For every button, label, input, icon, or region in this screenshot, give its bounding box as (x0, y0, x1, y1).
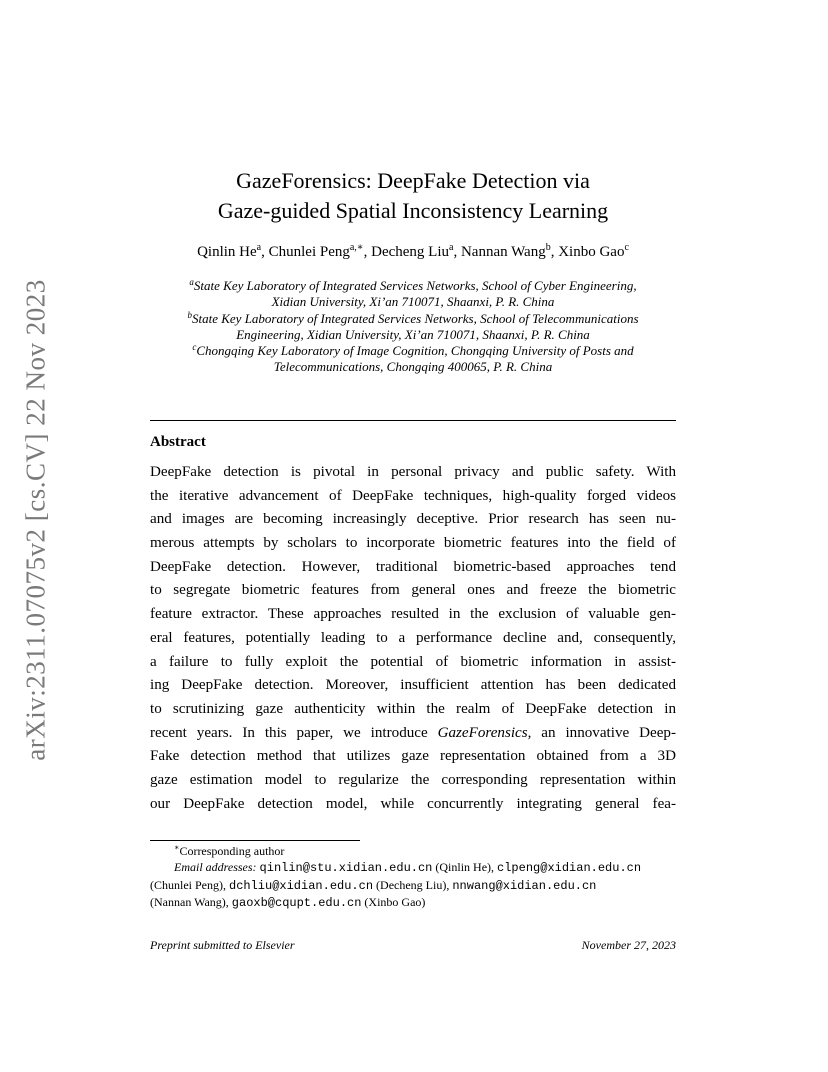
author-affiliation-mark: a (449, 242, 454, 253)
affiliation-b (150, 311, 676, 327)
section-divider (150, 420, 676, 421)
affiliation-list (150, 278, 676, 376)
affiliation-a-cont: Xidian University, Xi’an 710071, Shaanxi, P. R. China (271, 294, 555, 310)
corresponding-author-note (150, 843, 676, 859)
author-separator: , (261, 244, 269, 260)
author-list (130, 242, 696, 262)
abstract-line: the iterative advancement of DeepFake techniques, high-quality forged videos (150, 487, 676, 504)
affiliation-c (150, 343, 676, 359)
email-link[interactable]: gaoxb@cqupt.edu.cn (231, 895, 362, 910)
abstract-line: merous attempts by scholars to incorporate biometric features into the field of (150, 535, 676, 552)
author-name: Decheng Liu (371, 244, 449, 260)
abstract-text: recent years. In this paper, we introduce (150, 724, 438, 741)
preprint-date: November 27, 2023 (581, 938, 676, 952)
abstract-text: , an innovative Deep- (527, 724, 676, 741)
author-name: Qinlin He (197, 244, 257, 260)
email-link[interactable]: qinlin@stu.xidian.edu.cn (259, 861, 433, 876)
abstract-line: Fake detection method that utilizes gaze representation obtained from a 3D (150, 748, 676, 765)
author-separator: , (550, 244, 559, 260)
author-separator: , (363, 244, 372, 260)
abstract-line: a failure to fully exploit the potential of biometric information in assist- (150, 653, 676, 670)
abstract-line: and images are becoming increasingly deceptive. Prior research has seen nu- (150, 511, 676, 528)
email-line-1 (150, 859, 676, 876)
footnote-divider (150, 840, 360, 841)
abstract-body (150, 461, 676, 816)
affiliation-c-cont: Telecommunications, Chongqing 400065, P. R. China (273, 359, 553, 375)
author-affiliation-mark: c (624, 242, 629, 253)
paper-title (150, 166, 676, 226)
abstract-line: our DeepFake detection model, while concurrently integrating general fea- (150, 795, 676, 812)
affiliation-mark: a (189, 277, 194, 287)
arxiv-identifier-stamp: arXiv:2311.07075v2 [cs.CV] 22 Nov 2023 (20, 279, 51, 761)
email-link[interactable]: clpeng@xidian.edu.cn (497, 861, 642, 876)
author-name: Xinbo Gao (558, 244, 625, 260)
email-owner: (Xinbo Gao) (364, 894, 426, 909)
abstract-line: feature extractor. These approaches resulted in the exclusion of valuable gen- (150, 606, 676, 623)
affiliation-b-cont: Engineering, Xidian University, Xi’an 710071, Shaanxi, P. R. China (236, 326, 590, 342)
footnotes (150, 843, 676, 911)
title-line-1: GazeForensics: DeepFake Detection via (236, 168, 590, 193)
method-name-emphasis: GazeForensics (437, 724, 528, 741)
affiliation-mark: c (192, 342, 197, 353)
abstract-line: gaze estimation model to regularize the corresponding representation within (150, 771, 676, 788)
email-link[interactable]: dchliu@xidian.edu.cn (229, 878, 374, 893)
page-footer (150, 938, 676, 953)
author-name: Chunlei Peng (268, 244, 350, 260)
email-owner: (Nannan Wang), (150, 894, 229, 909)
email-owner: (Qinlin He), (435, 860, 495, 875)
abstract-line: to segregate biometric features from general ones and freeze the biometric (150, 582, 676, 599)
email-line-2 (150, 877, 676, 894)
affiliation-a (150, 278, 676, 294)
abstract-line: to scrutinizing gaze authenticity within the realm of DeepFake detection in (150, 700, 676, 717)
affiliation-text: State Key Laboratory of Integrated Services Networks, School of Cyber Engineering, (193, 278, 637, 293)
affiliation-text: State Key Laboratory of Integrated Services Networks, School of Telecommunications (191, 310, 639, 326)
email-label: Email addresses: (174, 860, 257, 875)
title-line-2: Gaze-guided Spatial Inconsistency Learning (217, 198, 609, 223)
email-owner: (Decheng Liu), (376, 877, 450, 892)
abstract-line: DeepFake detection is pivotal in personal privacy and public safety. With (150, 464, 676, 480)
abstract-heading: Abstract (150, 434, 206, 450)
email-owner: (Chunlei Peng), (150, 877, 226, 892)
affiliation-text: Chongqing Key Laboratory of Image Cognition, Chongqing University of Posts and (196, 343, 634, 359)
author-separator: , (453, 244, 461, 260)
affiliation-mark: b (187, 309, 192, 320)
footnote-text: Corresponding author (179, 844, 285, 858)
author-affiliation-mark: a,∗ (349, 242, 364, 253)
author-name: Nannan Wang (460, 244, 546, 260)
footnote-mark: ∗ (174, 843, 180, 852)
author-affiliation-mark: b (545, 242, 551, 253)
preprint-note: Preprint submitted to Elsevier (150, 938, 295, 952)
email-line-3 (150, 894, 676, 911)
abstract-line: ing DeepFake detection. Moreover, insufficient attention has been dedicated (150, 677, 676, 694)
author-affiliation-mark: a (256, 242, 262, 253)
abstract-line (150, 722, 676, 746)
abstract-line: eral features, potentially leading to a performance decline and, consequently, (150, 629, 676, 646)
abstract-line: DeepFake detection. However, traditional biometric-based approaches tend (150, 558, 676, 575)
email-link[interactable]: nnwang@xidian.edu.cn (452, 878, 597, 893)
